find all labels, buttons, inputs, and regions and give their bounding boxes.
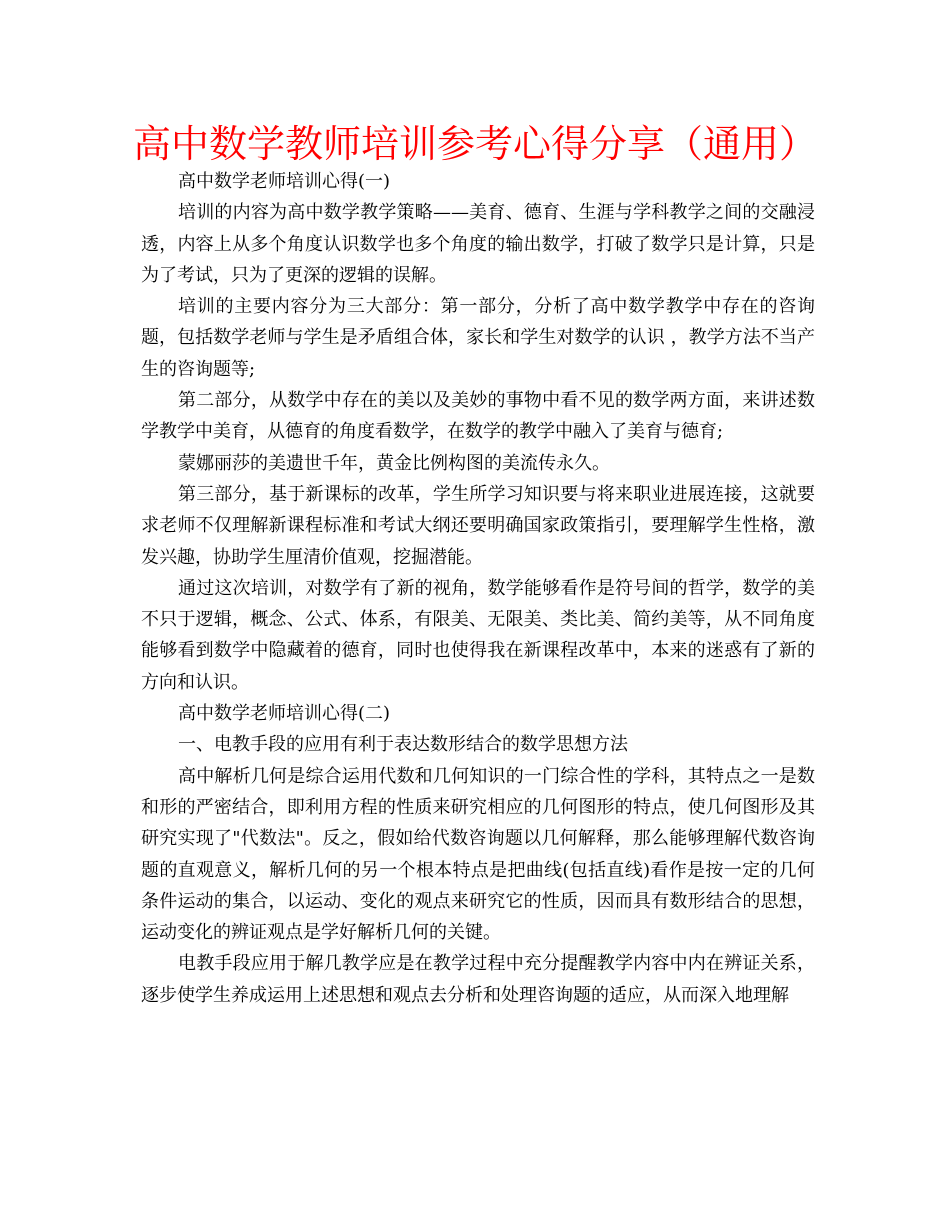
heading-part-two: 高中数学老师培训心得(二) <box>178 703 391 725</box>
document-title: 高中数学教师培训参考心得分享（通用） <box>132 122 817 166</box>
section-heading: 一、电教手段的应用有利于表达数形结合的数学思想方法 <box>178 734 628 756</box>
paragraph: 蒙娜丽莎的美遗世千年，黄金比例构图的美流传永久。 <box>178 452 610 474</box>
paragraph: 培训的内容为高中数学教学策略——美育、德育、生涯与学科教学之间的交融浸透，内容上从多个角度认识数学也多个角度的输出数学，打破了数学只是计算，只是为了考试，只为了更深的逻辑的误解。 <box>141 202 815 286</box>
paragraph: 高中解析几何是综合运用代数和几何知识的一门综合性的学科，其特点之一是数和形的严密结合，即利用方程的性质来研究相应的几何图形的特点，使几何图形及其研究实现了"代数法"。反之，假如给代数咨询题以几何解释，那么能够理解代数咨询题的直观意义，解析几何的另一个根本特点是把曲线(包括直线)看作是按一定的几何条件运动的集合，以运动、变化的观点来研究它的性质，因而具有数形结合的思想，运动变化的辨证观点是学好解析几何的关键。 <box>141 765 815 944</box>
heading-part-one: 高中数学老师培训心得(一) <box>178 171 391 192</box>
paragraph: 第三部分，基于新课标的改革，学生所学习知识要与将来职业进展连接，这就要求老师不仅理解新课程标准和考试大纲还要明确国家政策指引，要理解学生性格，激发兴趣，协助学生厘清价值观，挖掘潜能。 <box>141 483 815 568</box>
paragraph: 通过这次培训，对数学有了新的视角，数学能够看作是符号间的哲学，数学的美不只于逻辑，概念、公式、体系，有限美、无限美、类比美、简约美等，从不同角度能够看到数学中隐藏着的德育，同时也使得我在新课程改革中，本来的迷惑有了新的方向和认识。 <box>141 577 815 693</box>
document-body <box>141 166 815 1011</box>
paragraph: 第二部分，从数学中存在的美以及美妙的事物中看不见的数学两方面，来讲述数学教学中美育，从德育的角度看数学，在数学的教学中融入了美育与德育; <box>141 390 815 443</box>
paragraph: 电教手段应用于解几教学应是在教学过程中充分提醒教学内容中内在辨证关系，逐步使学生养成运用上述思想和观点去分析和处理咨询题的适应，从而深入地理解 <box>141 953 815 1006</box>
paragraph: 培训的主要内容分为三大部分：第一部分，分析了高中数学教学中存在的咨询题，包括数学老师与学生是矛盾组合体，家长和学生对数学的认识 ，教学方法不当产生的咨询题等; <box>141 296 815 380</box>
